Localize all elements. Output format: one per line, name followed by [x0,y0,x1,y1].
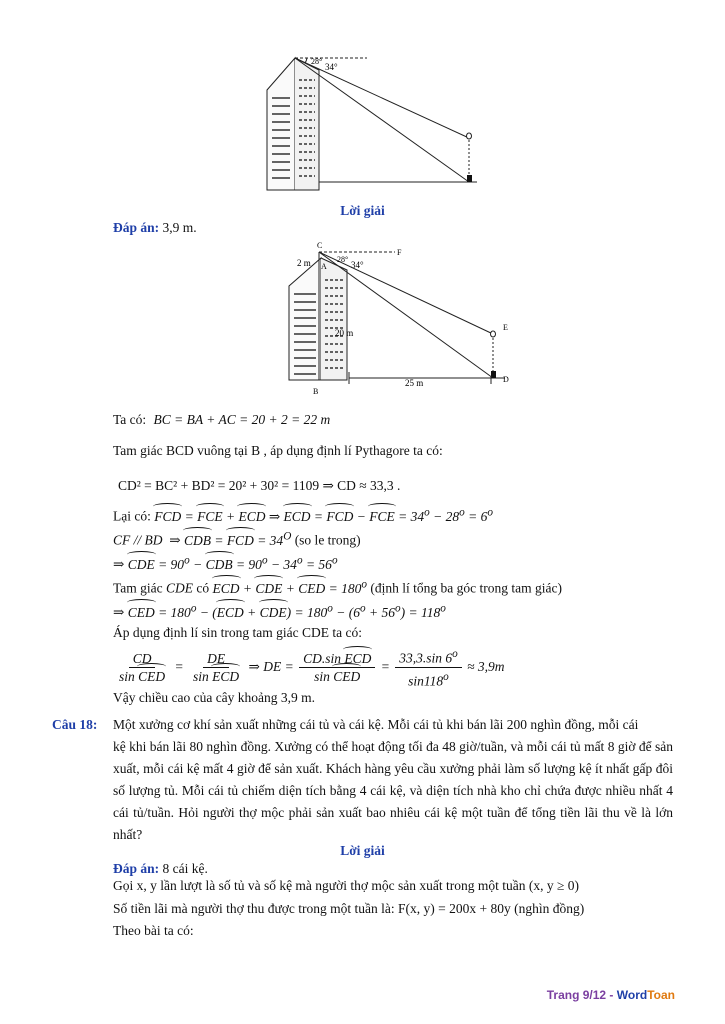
solution-heading-2: Lời giải [340,843,385,858]
solution-line-8: ⇒ CED = $180^o - (ECD + CDE) = 180^o - (6^o + 56^o) = 118^o$ [113,602,446,620]
footer-page-number: Trang 9/12 - [546,988,617,1002]
footer-brand-word: Word [616,988,648,1002]
point-E-label: E [503,323,508,332]
solution-line-7: Tam giác CDE có ECD + CDE + CED = $180^o$ (định lí tổng ba góc trong tam giác) [113,578,562,596]
angle-34-label: 34° [325,62,338,72]
line7-mid: có [196,580,210,596]
angle-28-label: 28° [311,57,323,66]
answer-label: Đáp án: [113,220,160,235]
question-18-line1: Một xưởng cơ khí sản xuất những cái tủ và cái kệ. Mỗi cái tủ khi bán lãi 200 nghìn đồng, mỗi cái [113,717,639,732]
answer-value: 3,9 m. [162,220,197,235]
length-2m-label: 2 m [297,258,311,268]
angle-28-label: 28° [337,255,349,264]
solution-line-9: Áp dụng định lí sin trong tam giác CDE ta có: [113,625,362,640]
point-C-label: C [317,241,323,250]
solution-line-11: Vậy chiều cao của cây khoảng 3,9 m. [113,690,316,705]
solution-line-1 [113,411,330,429]
building-illustration [289,258,347,380]
point-D-label: D [503,375,509,384]
building-illustration [267,58,319,190]
point-F-label: F [397,248,402,257]
answer-label-2: Đáp án: [113,861,160,876]
line7-note: (định lí tổng ba góc trong tam giác) [370,580,562,596]
point-A-label: A [321,262,327,271]
length-25m-label: 25 m [405,378,424,388]
line4-prefix: Lại có: [113,508,151,524]
q18-solution-line-2: Số tiền lãi mà người thợ thu được trong một tuần là: F(x, y) = 200x + 80y (nghìn đồng) [113,901,585,916]
solution-line-6: ⇒ CDE = $90^o$ − CDB = $90^o - 34^o = 56^o$ [113,554,338,572]
answer-line-2 [113,860,208,878]
point-B-label: B [313,387,319,396]
line4-math: FCD = FCE + ECD ⇒ ECD = FCD − FCE = $34^o - 28^o = 6^o$ [154,506,494,524]
q18-solution-line-3: Theo bài ta có: [113,923,194,938]
figure-building-tree-2 [265,238,525,398]
solution-line-2: Tam giác BCD vuông tại B , áp dụng định lí Pythagore ta có: [113,443,443,458]
q18-solution-line-1: Gọi x, y lần lượt là số tủ và số kệ mà người thợ mộc sản xuất trong một tuần (x, y ≥ 0) [113,878,580,893]
answer-line [113,219,197,237]
question-18-body: kệ khi bán lãi 80 nghìn đồng. Xưởng có thể hoạt động tối đa 48 giờ/tuần, và mỗi cái tủ mất 8 giờ để sản xuất, mỗi cái kệ mất 4 giờ để sản xuất. Khách hàng yêu cầu xưởng phải làm số lượng kệ ít nhất gấp đôi số lượng tủ. Mỗi cái tủ chiếm diện tích bằng 4 cái kệ, và diện tích nhà kho chỉ chứa được nhiều nhất 4 cái tủ/tuần. Hỏi người thợ mộc phải sản xuất bao nhiêu cái kệ một tuần để tổng tiền lãi thu về là lớn nhất? [113,739,673,842]
page-footer [547,988,675,1002]
question-18-label: Câu 18: [52,717,98,732]
angle-34-label: 34° [351,260,364,270]
line1-math: BC = BA + AC = 20 + 2 = 22 m [153,412,331,427]
footer-brand-toan: Toan [647,988,675,1002]
figure-building-tree-1 [245,50,495,198]
solution-line-4 [113,503,493,526]
line1-prefix: Ta có: [113,412,147,427]
answer-value-2: 8 cái kệ. [162,861,208,876]
length-20m-label: 20 m [335,328,354,338]
solution-line-5: CF // BD ⇒ CDB = FCD = $34^O$ (so le trong) [113,530,361,548]
solution-line-3: CD² = BC² + BD² = 20² + 30² = 1109 ⇒ CD ≈ 33,3 . [118,478,401,493]
solution-heading: Lời giải [340,203,385,218]
line7-prefix: Tam giác [113,580,163,596]
solution-line-10: $\frac{CD}{\text{sin CED}}$ = $\frac{DE}{\text{sin ECD}}$ ⇒ DE = $\frac{\text{CD.sin ECD}}{\text{sin CED}}$ = $\frac{33,3.\sin 6^o}{\sin 118^o}$ ≈ 3,9m [119,648,505,688]
line5-note: (so le trong) [294,532,361,548]
